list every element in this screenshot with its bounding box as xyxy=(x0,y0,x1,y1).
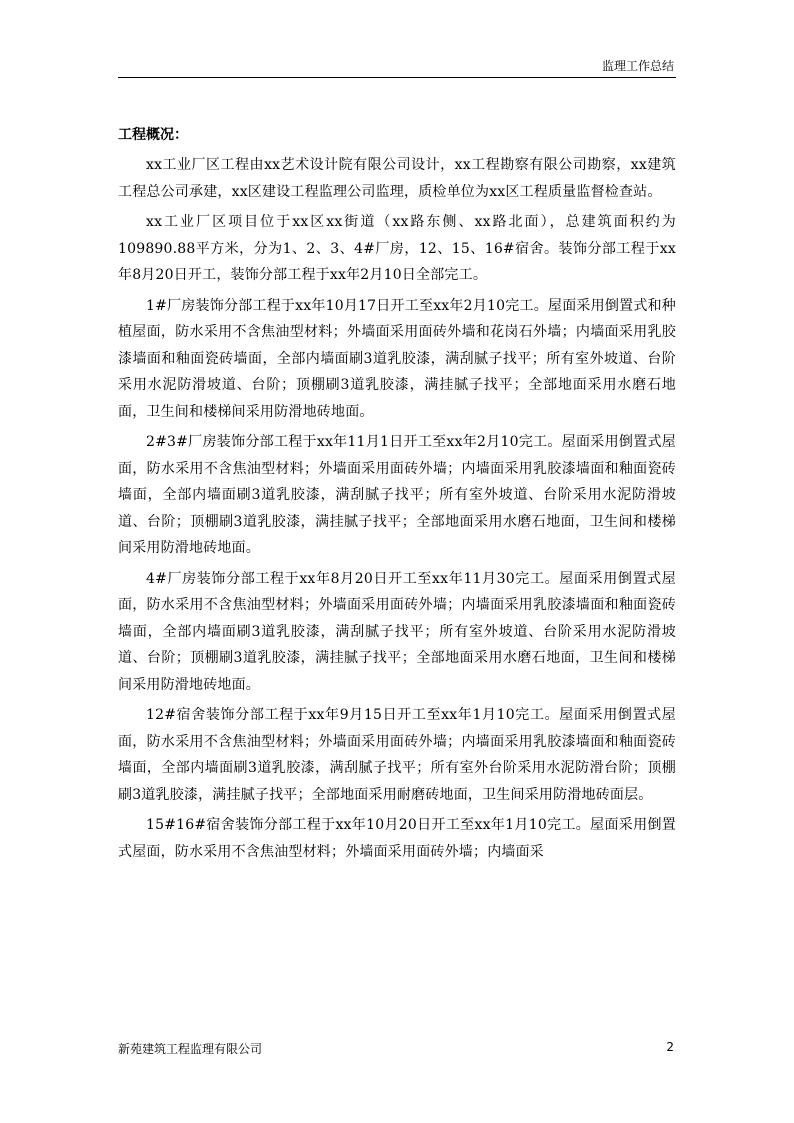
paragraph-factory-4: 4#厂房装饰分部工程于xx年8月20日开工至xx年11月30完工。屋面采用倒置式屋面，防水采用不含焦油型材料；外墙面采用面砖外墙；内墙面采用乳胶漆墙面和釉面瓷砖墙面，全部内墙面刷3道乳胶漆，满刮腻子找平；所有室外坡道、台阶采用水泥防滑坡道、台阶；顶棚刷3道乳胶漆，满挂腻子找平；全部地面采用水磨石地面，卫生间和楼梯间采用防滑地砖地面。 xyxy=(118,570,676,693)
page-number: 2 xyxy=(666,1040,674,1054)
paragraph-project-design: xx工业厂区工程由xx艺术设计院有限公司设计，xx工程勘察有限公司勘察，xx建筑工程总公司承建，xx区建设工程监理公司监理，质检单位为xx区工程质量监督检查站。 xyxy=(118,157,676,200)
paragraph-dormitory-15-16: 15#16#宿舍装饰分部工程于xx年10月20日开工至xx年1月10完工。屋面采用倒置式屋面，防水采用不含焦油型材料；外墙面采用面砖外墙；内墙面采 xyxy=(118,817,676,860)
section-heading: 工程概况： xyxy=(118,127,188,143)
paragraph-project-location: xx工业厂区项目位于xx区xx街道（xx路东侧、xx路北面），总建筑面积约为109890.88平方米，分为1、2、3、4#厂房，12、15、16#宿舍。装饰分部工程于xx年8月20日开工，装饰分部工程于xx年2月10日全部完工。 xyxy=(118,214,676,283)
document-body xyxy=(118,122,676,869)
paragraph-factory-1: 1#厂房装饰分部工程于xx年10月17日开工至xx年2月10完工。屋面采用倒置式和种植屋面，防水采用不含焦油型材料；外墙面采用面砖外墙和花岗石外墙；内墙面采用乳胶漆墙面和釉面瓷砖墙面，全部内墙面刷3道乳胶漆，满刮腻子找平；所有室外坡道、台阶采用水泥防滑坡道、台阶；顶棚刷3道乳胶漆，满挂腻子找平；全部地面采用水磨石地面，卫生间和楼梯间采用防滑地砖地面。 xyxy=(118,297,676,420)
header-divider xyxy=(118,77,676,78)
paragraph-dormitory-12: 12#宿舍装饰分部工程于xx年9月15日开工至xx年1月10完工。屋面采用倒置式屋面，防水采用不含焦油型材料；外墙面采用面砖外墙；内墙面采用乳胶漆墙面和釉面瓷砖墙面，全部内墙面刷3道乳胶漆，满刮腻子找平；所有室外台阶采用水泥防滑台阶；顶棚刷3道乳胶漆，满挂腻子找平；全部地面采用耐磨砖地面，卫生间采用防滑地砖面层。 xyxy=(118,707,676,803)
footer-company-name: 新苑建筑工程监理有限公司 xyxy=(118,1042,263,1056)
paragraph-factory-2-3: 2#3#厂房装饰分部工程于xx年11月1日开工至xx年2月10完工。屋面采用倒置式屋面，防水采用不含焦油型材料；外墙面采用面砖外墙；内墙面采用乳胶漆墙面和釉面瓷砖墙面，全部内墙面刷3道乳胶漆，满刮腻子找平；所有室外坡道、台阶采用水泥防滑坡道、台阶；顶棚刷3道乳胶漆，满挂腻子找平；全部地面采用水磨石地面，卫生间和楼梯间采用防滑地砖地面。 xyxy=(118,434,676,556)
page-header-title: 监理工作总结 xyxy=(601,59,674,73)
